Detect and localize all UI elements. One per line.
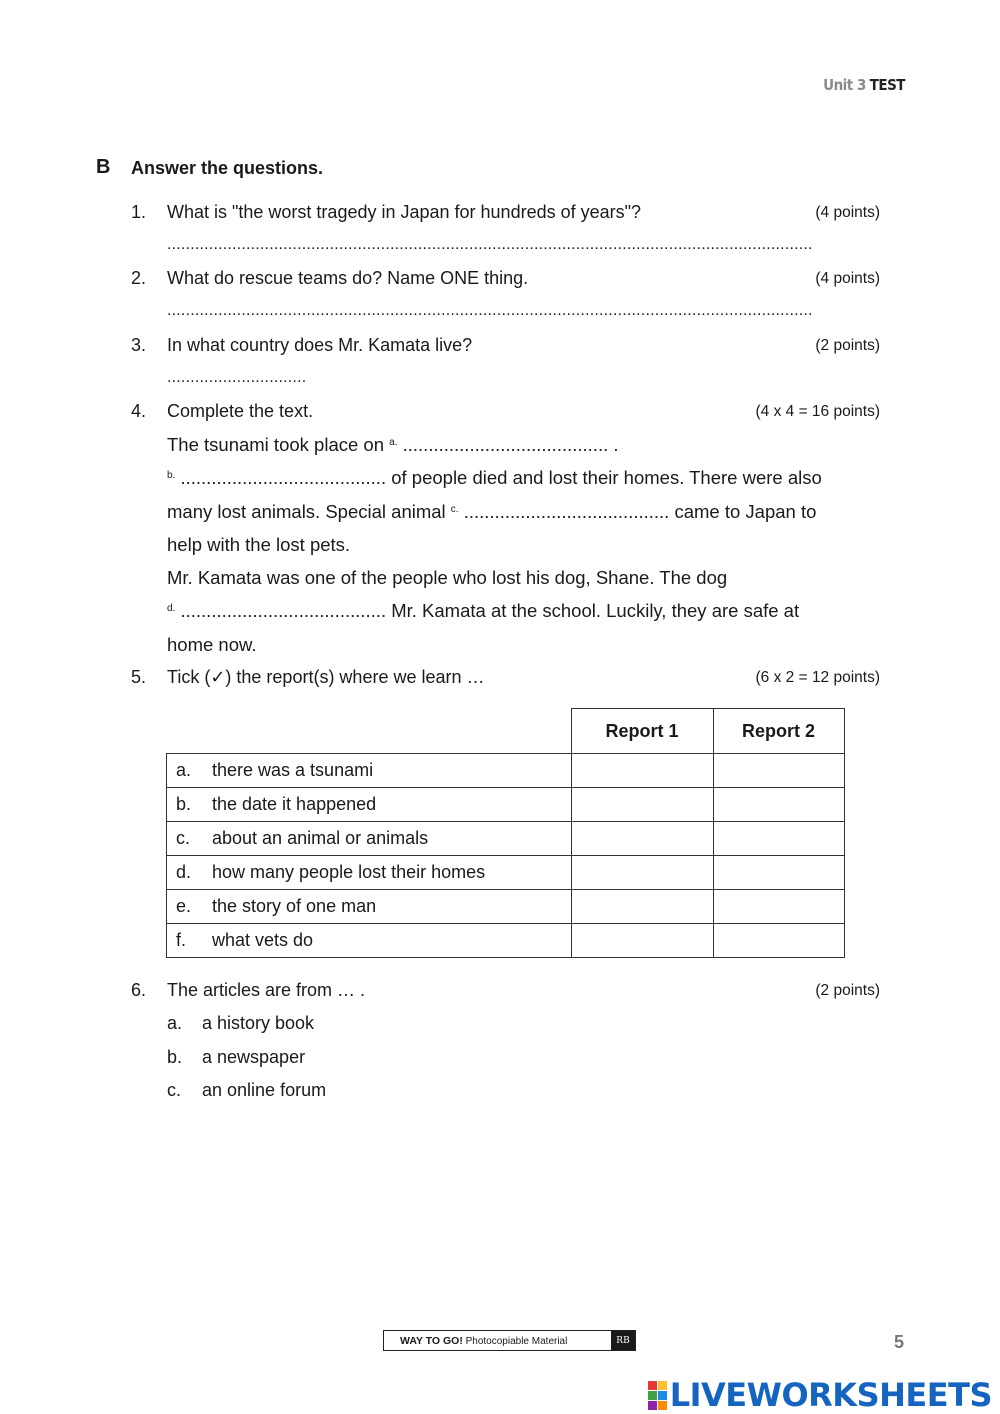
empty-corner-cell (167, 709, 572, 754)
q2-text: What do rescue teams do? Name ONE thing. (167, 268, 529, 288)
q3-number: 3. (131, 335, 147, 355)
footer-copyright-box (383, 1330, 636, 1351)
q4-line-4: help with the lost pets. (167, 534, 351, 555)
q4-line-3 (167, 501, 816, 523)
q3-answer-line[interactable]: .............................. (167, 369, 307, 386)
gap-d-marker: d. (167, 603, 176, 614)
tick-cell-a-report-2[interactable] (713, 754, 844, 788)
tick-cell-b-report-1[interactable] (571, 788, 713, 822)
q2-number: 2. (131, 268, 147, 288)
q6-option-a[interactable] (167, 1013, 314, 1034)
row-letter: c. (176, 828, 191, 848)
footer-text (384, 1335, 611, 1347)
unit-header (823, 76, 905, 94)
gap-c-blank[interactable]: ........................................ came to Japan to (458, 501, 817, 522)
footer-brand: WAY TO GO! (400, 1334, 463, 1347)
liveworksheets-brand: LIVEWORKSHEETS (669, 1376, 992, 1414)
liveworksheets-watermark (648, 1376, 992, 1414)
q6-number: 6. (131, 980, 147, 1000)
q4-line-7: home now. (167, 634, 257, 655)
row-letter: f. (176, 930, 187, 950)
option-letter: b. (167, 1047, 183, 1067)
q1-text: What is "the worst tragedy in Japan for hundreds of years"? (167, 202, 642, 222)
liveworksheets-logo-icon (648, 1381, 667, 1410)
q5-number: 5. (131, 667, 147, 687)
row-text: the story of one man (212, 896, 377, 916)
table-row (167, 856, 845, 890)
table-header-row (167, 709, 845, 754)
option-text: a newspaper (202, 1047, 306, 1067)
table-row (167, 754, 845, 788)
q4-line-5: Mr. Kamata was one of the people who lost his dog, Shane. The dog (167, 567, 728, 588)
publisher-logo: RB (611, 1331, 635, 1350)
section-letter: B (96, 156, 111, 178)
row-letter: d. (176, 862, 192, 882)
tick-cell-c-report-1[interactable] (571, 822, 713, 856)
q1-points: (4 points) (815, 204, 880, 221)
q4-line-1 (167, 434, 619, 456)
table-row (167, 822, 845, 856)
row-letter: a. (176, 760, 192, 780)
q2-answer-line[interactable]: ........................................................................................................................................... (167, 302, 813, 319)
q4-line1-text: The tsunami took place on (167, 434, 390, 455)
gap-c-marker: c. (450, 504, 459, 515)
tick-cell-e-report-1[interactable] (571, 890, 713, 924)
q1-number: 1. (131, 202, 147, 222)
tick-cell-a-report-1[interactable] (571, 754, 713, 788)
option-text: a history book (202, 1013, 315, 1033)
row-text: what vets do (212, 930, 314, 950)
tick-cell-c-report-2[interactable] (713, 822, 844, 856)
gap-b-marker: b. (167, 470, 176, 481)
tick-cell-b-report-2[interactable] (713, 788, 844, 822)
q6-text: The articles are from … . (167, 980, 366, 1000)
tick-cell-d-report-1[interactable] (571, 856, 713, 890)
q4-points: (4 x 4 = 16 points) (755, 403, 880, 420)
table-row (167, 924, 845, 958)
q1-answer-line[interactable]: ........................................................................................................................................... (167, 236, 813, 253)
gap-a-marker: a. (389, 437, 398, 448)
q4-line-6 (167, 600, 799, 622)
q4-line-2 (167, 467, 822, 489)
column-report-1: Report 1 (571, 709, 713, 754)
gap-b-blank[interactable]: ........................................ of people died and lost their homes. There were also (175, 467, 822, 488)
option-text: an online forum (202, 1080, 327, 1100)
q4-number: 4. (131, 401, 147, 421)
gap-d-blank[interactable]: ........................................ Mr. Kamata at the school. Luckily, they are safe at (175, 600, 800, 621)
section-title: Answer the questions. (131, 158, 324, 178)
footer-material: Photocopiable Material (465, 1335, 568, 1347)
q4-line3-text: many lost animals. Special animal (167, 501, 451, 522)
option-letter: c. (167, 1080, 182, 1100)
column-report-2: Report 2 (713, 709, 844, 754)
option-letter: a. (167, 1013, 183, 1033)
q4-text: Complete the text. (167, 401, 314, 421)
q5-points: (6 x 2 = 12 points) (755, 669, 880, 686)
row-text: about an animal or animals (212, 828, 429, 848)
q5-text: Tick (✓) the report(s) where we learn … (167, 667, 485, 687)
q3-points: (2 points) (815, 337, 880, 354)
unit-label: Unit 3 (823, 76, 866, 94)
q2-points: (4 points) (815, 270, 880, 287)
row-letter: e. (176, 896, 192, 916)
q6-points: (2 points) (815, 982, 880, 999)
tick-cell-f-report-1[interactable] (571, 924, 713, 958)
page-number: 5 (893, 1332, 904, 1352)
row-text: there was a tsunami (212, 760, 374, 780)
tick-cell-e-report-2[interactable] (713, 890, 844, 924)
test-label: TEST (869, 76, 905, 94)
q3-text: In what country does Mr. Kamata live? (167, 335, 473, 355)
tick-cell-f-report-2[interactable] (713, 924, 844, 958)
table-row (167, 788, 845, 822)
tick-cell-d-report-2[interactable] (713, 856, 844, 890)
q6-option-b[interactable] (167, 1047, 305, 1068)
row-letter: b. (176, 794, 192, 814)
gap-a-blank[interactable]: ........................................ . (397, 434, 619, 455)
report-tick-table (166, 708, 845, 958)
row-text: the date it happened (212, 794, 377, 814)
row-text: how many people lost their homes (212, 862, 486, 882)
q6-option-c[interactable] (167, 1080, 326, 1101)
table-row (167, 890, 845, 924)
